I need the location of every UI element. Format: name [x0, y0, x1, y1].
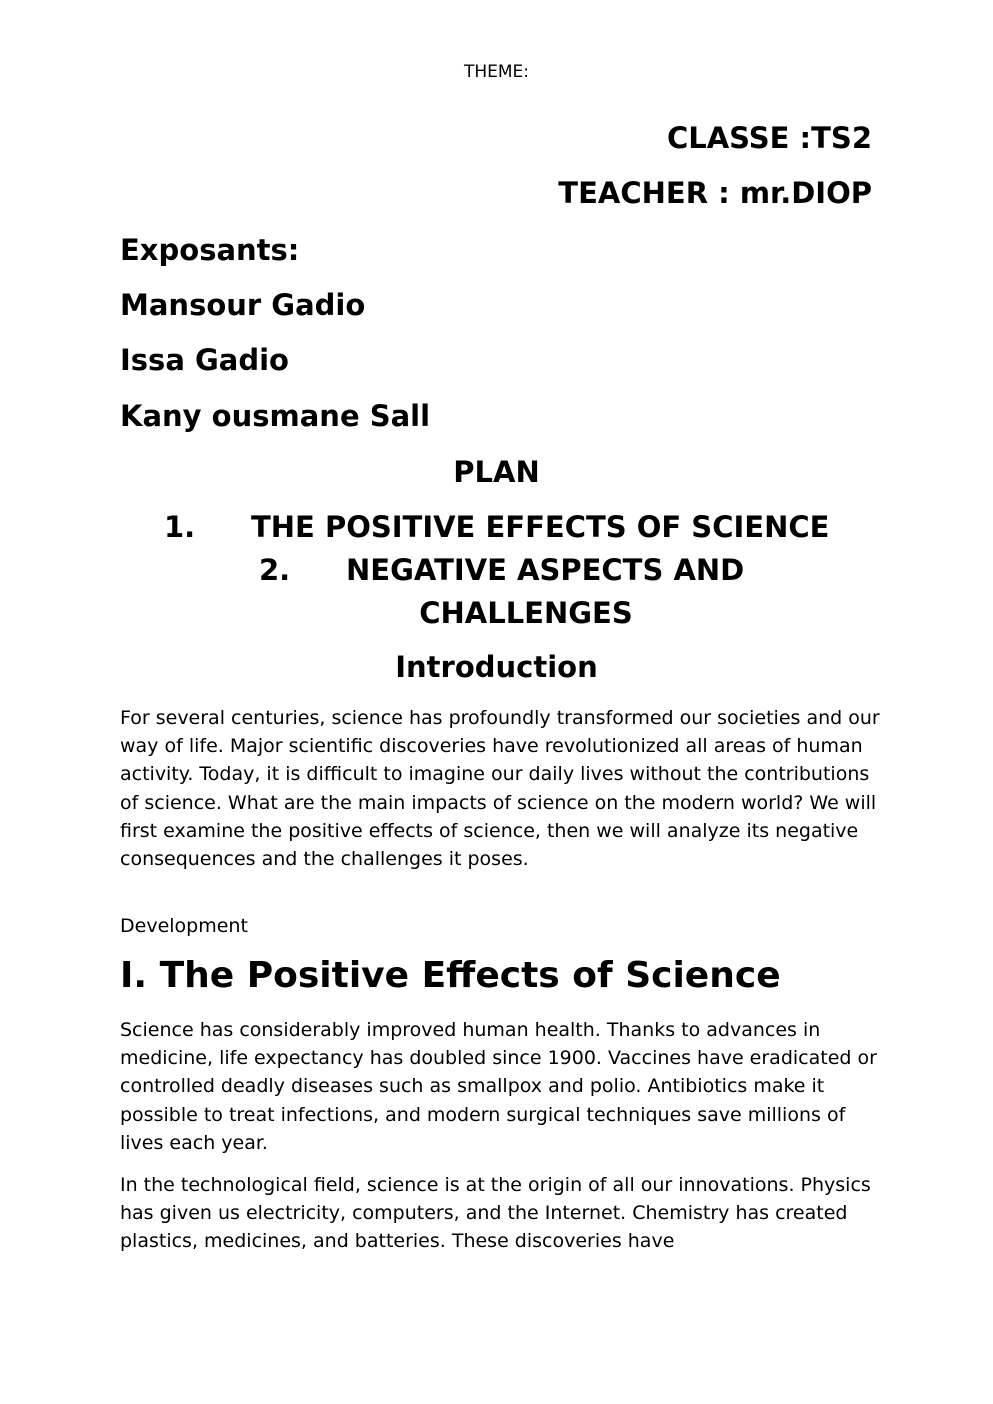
body-paragraph: In the technological field, science is at the origin of all our innovations. Physics has given us electricity, computers, and the Internet. Chemistry has created plastics, medicines, and batteries. These discoveries have: [120, 1174, 871, 1253]
development-label: Development: [120, 915, 248, 937]
body-paragraph: Science has considerably improved human health. Thanks to advances in medicine, life expectancy has doubled since 1900. Vaccines have eradicated or controlled deadly diseases such as smallpox and polio. Antibiotics make it possible to treat infections, and modern surgical techniques save millions of lives each year.: [120, 1019, 877, 1154]
introduction-title: Introduction: [395, 650, 598, 684]
plan-item-number: 2.: [259, 553, 291, 587]
classe-heading: CLASSE :TS2: [666, 121, 872, 155]
plan-item-number: 1.: [164, 510, 196, 544]
plan-title: PLAN: [453, 455, 540, 489]
plan-item-text: NEGATIVE ASPECTS AND: [346, 553, 745, 587]
exposants-label: Exposants:: [120, 233, 300, 267]
exposant-name: Kany ousmane Sall: [120, 399, 431, 433]
plan-item-text: THE POSITIVE EFFECTS OF SCIENCE: [251, 510, 830, 544]
exposant-name: Mansour Gadio: [120, 288, 366, 322]
introduction-paragraph: For several centuries, science has profoundly transformed our societies and our way of life. Major scientific discoveries have revolutionized all areas of human activity. Today, it is difficult to imagine our daily lives without the contributions of science. What are the main impacts of science on the modern world? We will first examine the positive effects of science, then we will analyze its negative consequences and the challenges it poses.: [120, 707, 880, 871]
teacher-heading: TEACHER : mr.DIOP: [558, 176, 872, 210]
exposant-name: Issa Gadio: [120, 343, 289, 377]
plan-item-continuation: CHALLENGES: [419, 596, 633, 630]
theme-label: THEME:: [463, 62, 530, 82]
section-heading: I. The Positive Effects of Science: [120, 955, 781, 996]
